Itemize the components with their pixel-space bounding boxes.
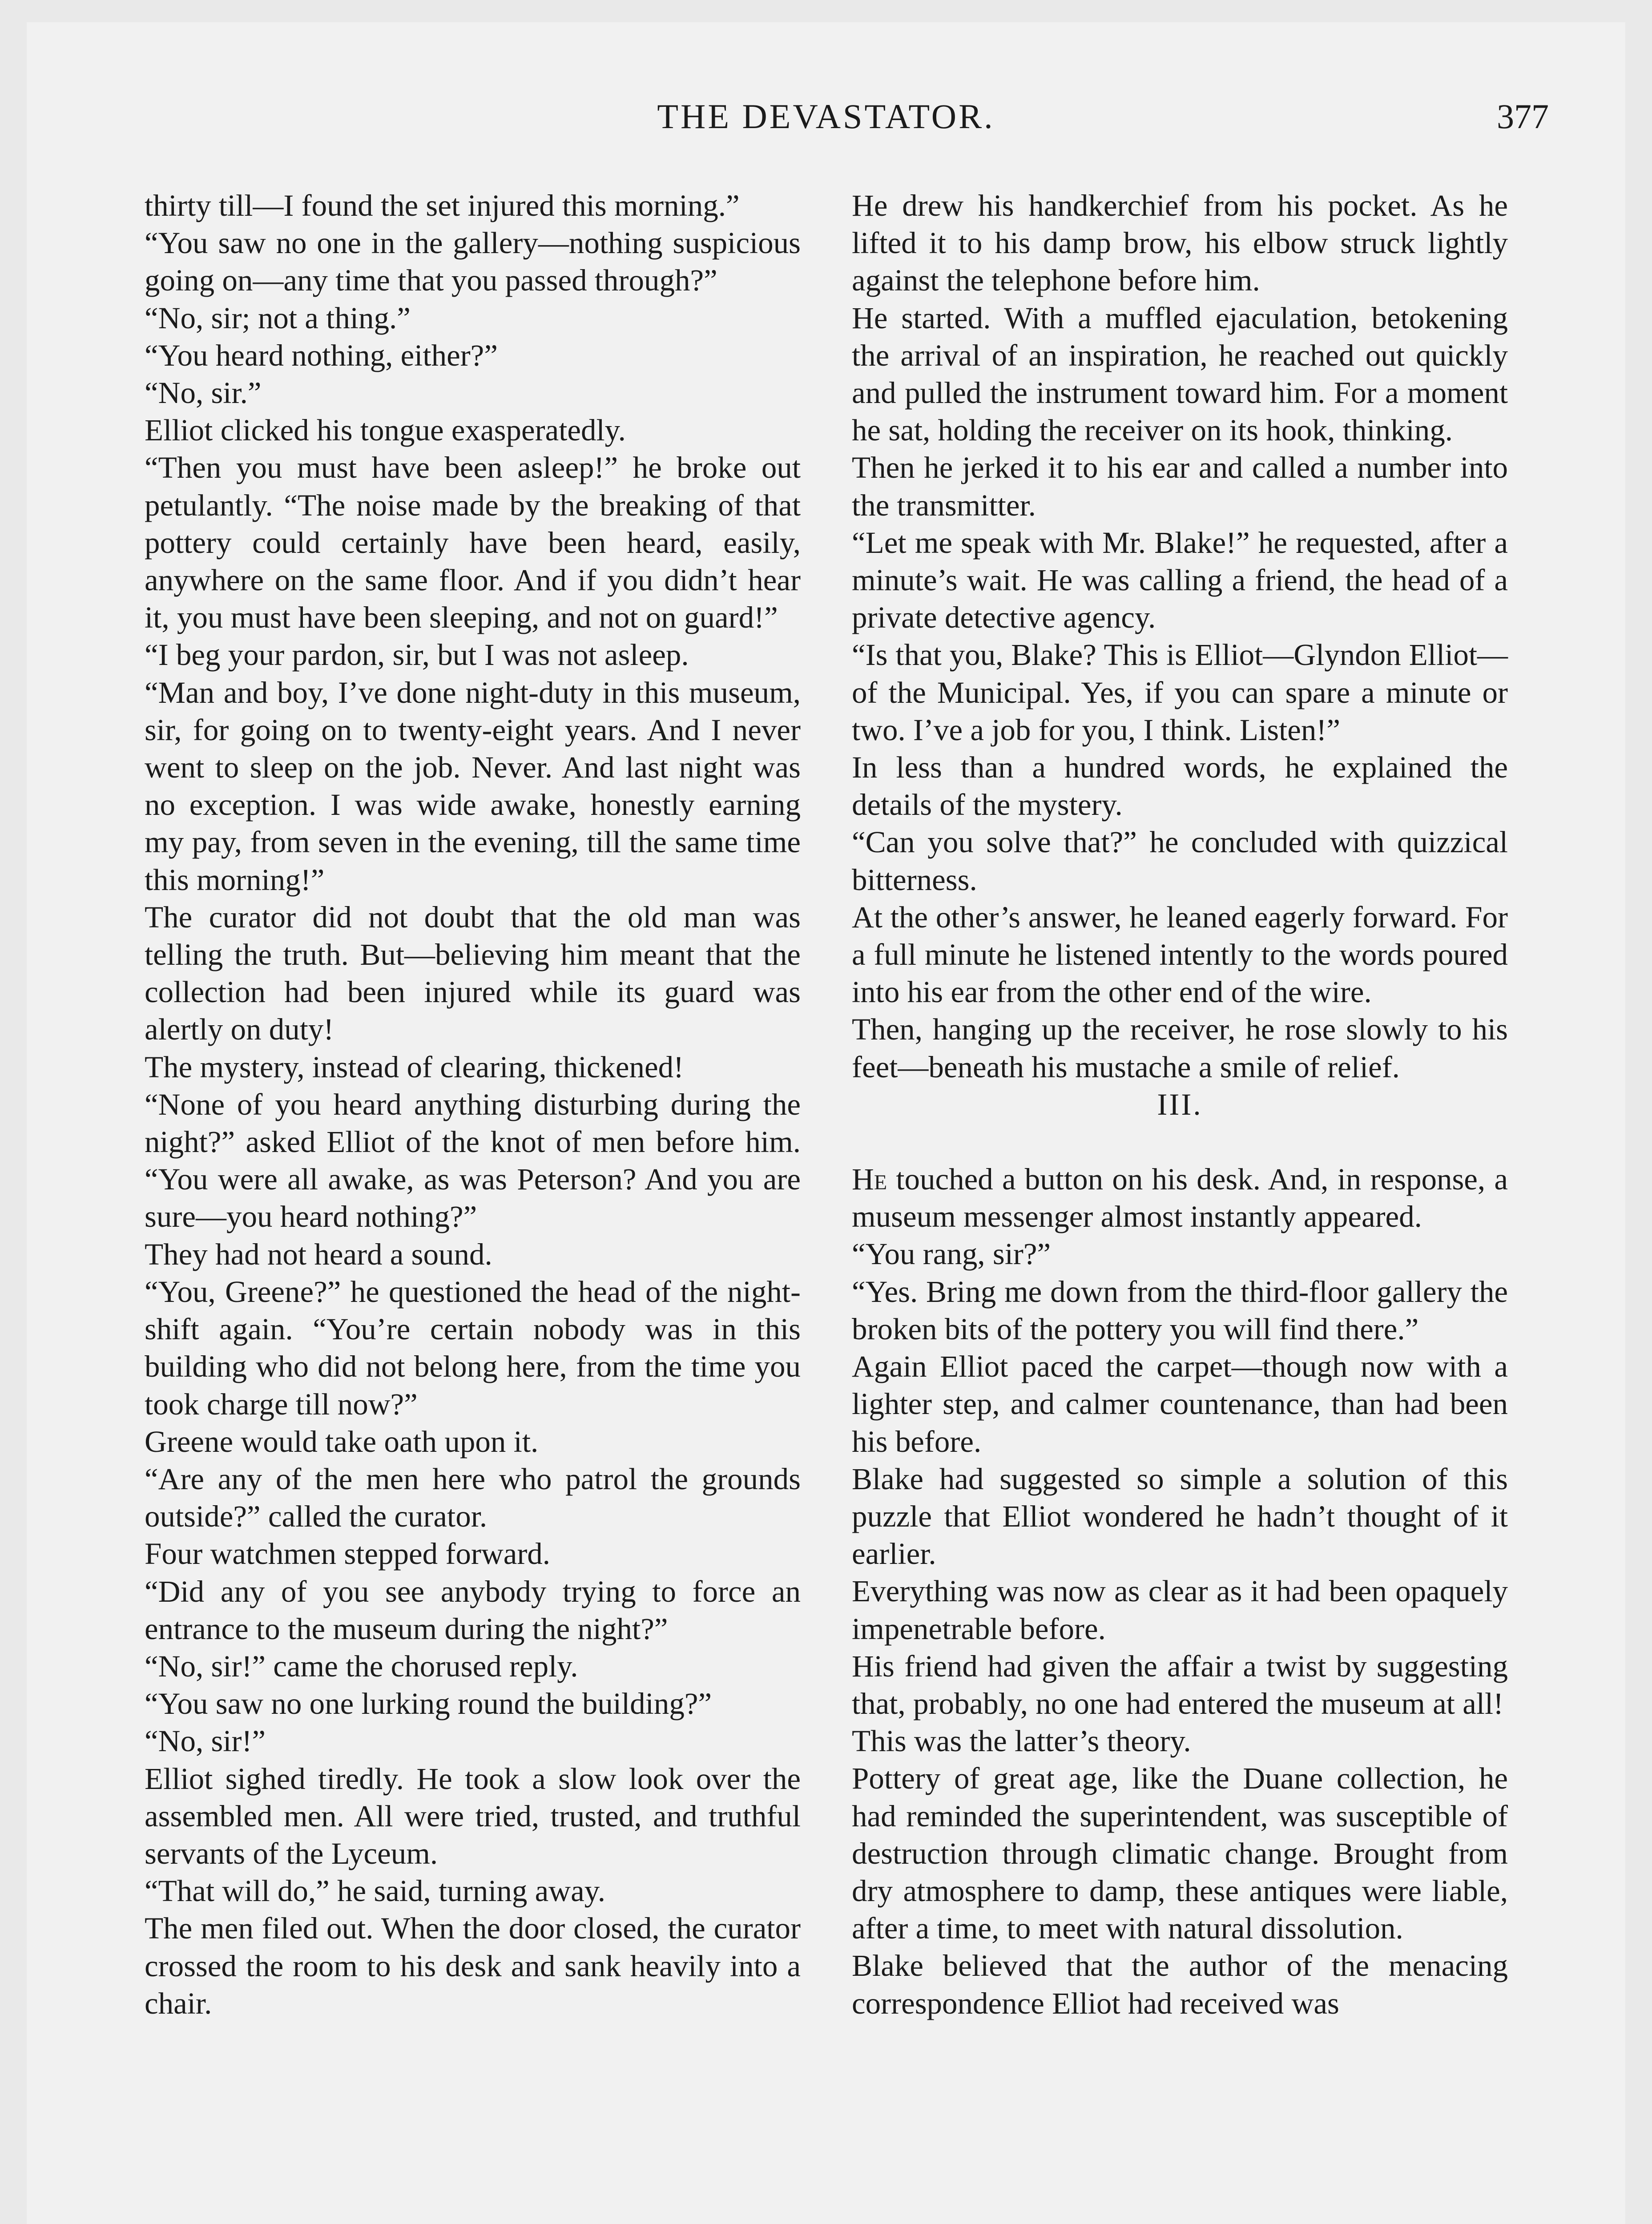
paragraph: Pottery of great age, like the Duane collection, he had reminded the superintendent, was susceptible of destruction through climatic change. Brought from dry atmosphere to damp, these antiques were liable, after a time, to meet with natural dissolution. — [852, 1761, 1508, 1946]
paragraph: “You, Greene?” he questioned the head of the night-shift again. “You’re certain nobody was in this building who did not belong here, from the time you took charge till now?” — [145, 1274, 801, 1421]
paragraph: The curator did not doubt that the old man was telling the truth. But—believing him meant that the collection had been injured while its guard was alertly on duty! — [145, 900, 801, 1047]
paragraph: His friend had given the affair a twist by suggesting that, probably, no one had entered the museum at all! — [852, 1649, 1508, 1720]
paragraph: In less than a hundred words, he explained the details of the mystery. — [852, 750, 1508, 822]
paragraph: He started. With a muffled ejaculation, betokening the arrival of an inspiration, he reached out quickly and pulled the instrument toward him. For a moment he sat, holding the receiver on its hook, thinking. — [852, 301, 1508, 447]
paragraph: Blake believed that the author of the menacing correspondence Elliot had received was — [852, 1949, 1508, 2020]
paragraph: “No, sir; not a thing.” — [145, 301, 411, 335]
paragraph: He drew his handkerchief from his pocket. As he lifted it to his damp brow, his elbow struck lightly against the telephone before him. — [852, 189, 1508, 298]
paragraph: “Then you must have been asleep!” he broke out petulantly. “The noise made by the breaking of that pottery could certainly have been heard, easily, anywhere on the same floor. And if you didn’t hear it, you must have been sleeping, and not on guard!” — [145, 451, 801, 635]
section-heading: III. — [1157, 1087, 1203, 1121]
paragraph: “Can you solve that?” he concluded with quizzical bitterness. — [852, 825, 1508, 897]
paragraph: Elliot clicked his tongue exasperatedly. — [145, 413, 626, 447]
paragraph: This was the latter’s theory. — [852, 1724, 1191, 1758]
paragraph: “Yes. Bring me down from the third-floor gallery the broken bits of the pottery you will find there.” — [852, 1274, 1508, 1346]
paragraph: thirty till—I found the set injured this morning.” — [145, 189, 740, 222]
paragraph: Then he jerked it to his ear and called a number into the transmitter. — [852, 451, 1508, 522]
paragraph: “Are any of the men here who patrol the grounds outside?” called the curator. — [145, 1462, 801, 1534]
paragraph: “Let me speak with Mr. Blake!” he requested, after a minute’s wait. He was calling a friend, the head of a private detective agency. — [852, 525, 1508, 635]
page-header — [0, 91, 1652, 145]
paragraph: Four watchmen stepped forward. — [145, 1537, 551, 1571]
paragraph: “No, sir!” came the chorused reply. — [145, 1649, 578, 1683]
paragraph: “You saw no one in the gallery—nothing suspicious going on—any time that you passed through?” — [145, 226, 801, 298]
section-first-rest: touched a button on his desk. And, in response, a museum messenger almost instantly appeared. — [852, 1162, 1508, 1234]
paragraph: “That will do,” he said, turning away. — [145, 1874, 605, 1908]
paragraph: “No, sir.” — [145, 376, 262, 410]
paragraph: The mystery, instead of clearing, thickened! — [145, 1050, 684, 1084]
running-title: THE DEVASTATOR. — [657, 97, 995, 136]
paragraph: They had not heard a sound. — [145, 1237, 492, 1271]
paragraph: Everything was now as clear as it had been opaquely impenetrable before. — [852, 1574, 1508, 1646]
section-first-word: He — [852, 1162, 887, 1197]
paragraph: “You saw no one lurking round the building?” — [145, 1687, 712, 1721]
paragraph: Elliot sighed tiredly. He took a slow look over the assembled men. All were tried, trusted, and truthful servants of the Lyceum. — [145, 1761, 801, 1870]
paragraph: “Man and boy, I’ve done night-duty in this museum, sir, for going on to twenty-eight years. And I never went to sleep on the job. Never. And last night was no exception. I was wide awake, honestly earning my pay, from seven in the evening, till the same time this morning!” — [145, 675, 801, 897]
paragraph: “You heard nothing, either?” — [145, 338, 498, 372]
paragraph: The men filed out. When the door closed, the curator crossed the room to his desk and sank heavily into a chair. — [145, 1911, 801, 2020]
left-column — [145, 187, 801, 2022]
paragraph: “I beg your pardon, sir, but I was not asleep. — [145, 638, 689, 672]
page-number: 377 — [1497, 97, 1549, 136]
paragraph: Greene would take oath upon it. — [145, 1424, 539, 1458]
paragraph: “Is that you, Blake? This is Elliot—Glyndon Elliot—of the Municipal. Yes, if you can spare a minute or two. I’ve a job for you, I think. Listen!” — [852, 638, 1508, 747]
section-opening-paragraph — [852, 1160, 1508, 1235]
paragraph: Again Elliot paced the carpet—though now with a lighter step, and calmer countenance, than had been his before. — [852, 1350, 1508, 1458]
paragraph: “You rang, sir?” — [852, 1237, 1051, 1271]
paragraph: Blake had suggested so simple a solution of this puzzle that Elliot wondered he hadn’t thought of it earlier. — [852, 1462, 1508, 1571]
right-column — [852, 187, 1508, 2022]
paragraph: “None of you heard anything disturbing during the night?” asked Elliot of the knot of men before him. “You were all awake, as was Peterson? And you are sure—you heard nothing?” — [145, 1087, 801, 1234]
paragraph: Then, hanging up the receiver, he rose slowly to his feet—beneath his mustache a smile of relief. — [852, 1012, 1508, 1084]
paragraph: “No, sir!” — [145, 1724, 266, 1758]
paragraph: “Did any of you see anybody trying to force an entrance to the museum during the night?” — [145, 1574, 801, 1646]
paragraph: At the other’s answer, he leaned eagerly forward. For a full minute he listened intently to the words poured into his ear from the other end of the wire. — [852, 900, 1508, 1009]
